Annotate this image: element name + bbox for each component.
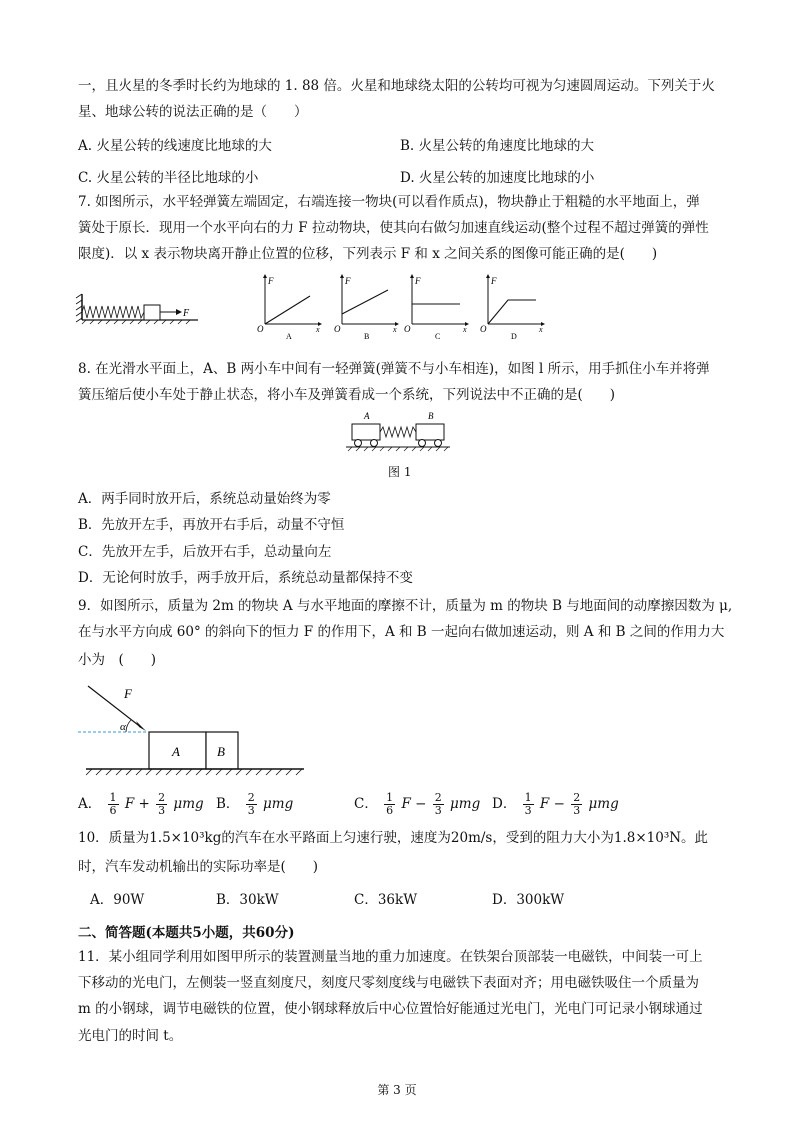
graph-c [404,274,469,340]
q11-stem-line-2: 下移动的光电门，左侧装一竖直刻度尺，刻度尺零刻度线与电磁铁下表面对齐；用电磁铁吸住一个质量为 [78,975,699,991]
svg-text:x: x [393,325,397,334]
q6-option-d: D. 火星公转的加速度比地球的小 [400,170,595,186]
block-b-label: B [217,744,225,759]
q10-option-b: B．30kW [216,892,279,908]
q9-option-b: B． $\frac{2}{3}$ μmg [216,791,294,817]
svg-text:F: F [491,276,497,286]
cart-b-label: B [428,411,434,421]
q7-figure [70,272,560,340]
q7-stem-line-2: 簧处于原长．现用一个水平向右的力 F 拉动物块，使其向右做匀加速直线运动(整个过程不超过弹簧的弹性 [78,220,709,236]
cart-a-label: A [364,411,370,421]
section-heading: 二、简答题(本题共5小题，共60分) [78,925,295,941]
block-a-label: A [172,744,180,759]
q8-option-b: B．先放开左手，再放开右手后，动量不守恒 [78,517,345,533]
svg-text:x: x [463,325,467,334]
q10-option-c: C．36kW [354,892,418,908]
svg-text:O: O [257,324,264,334]
q6-stem-line-2: 星、地球公转的说法正确的是（ ） [78,104,308,120]
angle-label: α [120,721,126,733]
graph-a [257,274,322,340]
q6-option-b: B. 火星公转的角速度比地球的大 [400,138,595,154]
graph-b [334,274,399,340]
svg-text:x: x [316,325,320,334]
svg-text:x: x [539,325,543,334]
q9-stem-line-2: 在与水平方向成 60° 的斜向下的恒力 F 的作用下，A 和 B 一起向右做加速运动，则 A 和 B 之间的作用力大 [78,624,725,640]
spring-block-diagram [76,294,198,324]
svg-text:F: F [268,276,274,286]
q11-stem-line-3: m 的小钢球，调节电磁铁的位置，使小钢球释放后中心位置恰好能通过光电门，光电门可记录小钢球通过 [78,1001,703,1017]
page-number: 第 3 页 [377,1083,417,1097]
q10-stem-line-2: 时，汽车发动机输出的实际功率是( ) [78,859,319,875]
q8-stem-line-2: 簧压缩后使小车处于静止状态，将小车及弹簧看成一个系统，下列说法中不正确的是( ) [78,387,616,403]
q9-option-d: D． $\frac{1}{3}$ F − $\frac{2}{3}$ μmg [492,791,619,817]
q9-stem-line-1: 9．如图所示，质量为 2m 的物块 A 与水平地面的摩擦不计，质量为 m 的物块 B 与地面间的动摩擦因数为 μ, [78,598,733,614]
svg-text:O: O [404,324,411,334]
q7-stem-line-3: 限度)．以 x 表示物块离开静止位置的位移，下列表示 F 和 x 之间关系的图像可能正确的是( ) [78,246,658,262]
q10-speed: 20m/s [450,830,493,846]
svg-text:O: O [334,324,341,334]
q9-figure [76,680,316,780]
q10-option-d: D．300kW [492,892,565,908]
q9-stem-line-3: 小为 ( ) [78,652,157,668]
q7-stem-line-1: 7. 如图所示，水平轻弹簧左端固定，右端连接一物块(可以看作质点)，物块静止于粗糙的水平地面上，弹 [78,194,700,210]
q6-stem-line-1: 一，且火星的冬季时长约为地球的 1. 88 倍。火星和地球绕太阳的公转均可视为匀速圆周运动。下列关于火 [78,78,715,94]
q9-option-c: C． $\frac{1}{6}$ F − $\frac{2}{3}$ μmg [354,791,481,817]
q6-option-a: A. 火星公转的线速度比地球的大 [78,138,272,154]
q9-option-a: A． $\frac{1}{6}$ F + $\frac{2}{3}$ μmg [78,791,204,817]
graph-c-label: C [435,332,441,340]
svg-text:F: F [345,276,351,286]
q8-option-d: D．无论何时放手，两手放开后，系统总动量都保持不变 [78,570,413,586]
q8-option-a: A．两手同时放开后，系统总动量始终为零 [78,491,331,507]
q8-stem-line-1: 8. 在光滑水平面上，A、B 两小车中间有一轻弹簧(弹簧不与小车相连)，如图 l 所示，用手抓住小车并将弹 [78,361,710,377]
q10-mass: 1.5×10³kg [149,830,222,846]
svg-text:F: F [415,276,421,286]
q10-option-a: A．90W [90,892,145,908]
q10-stem-line-1: 10．质量为1.5×10³kg的汽车在水平路面上匀速行驶，速度为20m/s，受到的阻力大小为1.8×10³N。此 [78,830,709,846]
graph-a-label: A [286,332,292,340]
q8-figure [344,410,454,454]
graph-d-label: D [511,332,517,340]
q8-option-c: C．先放开左手，后放开右手，总动量向左 [78,544,332,560]
q11-stem-line-4: 光电门的时间 t。 [78,1028,183,1044]
q6-option-c: C. 火星公转的半径比地球的小 [78,170,259,186]
force-f-label: F [124,686,132,701]
q11-stem-line-1: 11．某小组同学利用如图甲所示的装置测量当地的重力加速度。在铁架台顶部装一电磁铁，中间装一可上 [78,949,703,965]
graph-d [480,274,545,340]
force-label: F [183,308,190,319]
svg-text:O: O [480,324,487,334]
graph-b-label: B [364,332,370,340]
q10-resistance: 1.8×10³N [613,830,682,846]
q8-figure-caption: 图 1 [388,465,412,479]
